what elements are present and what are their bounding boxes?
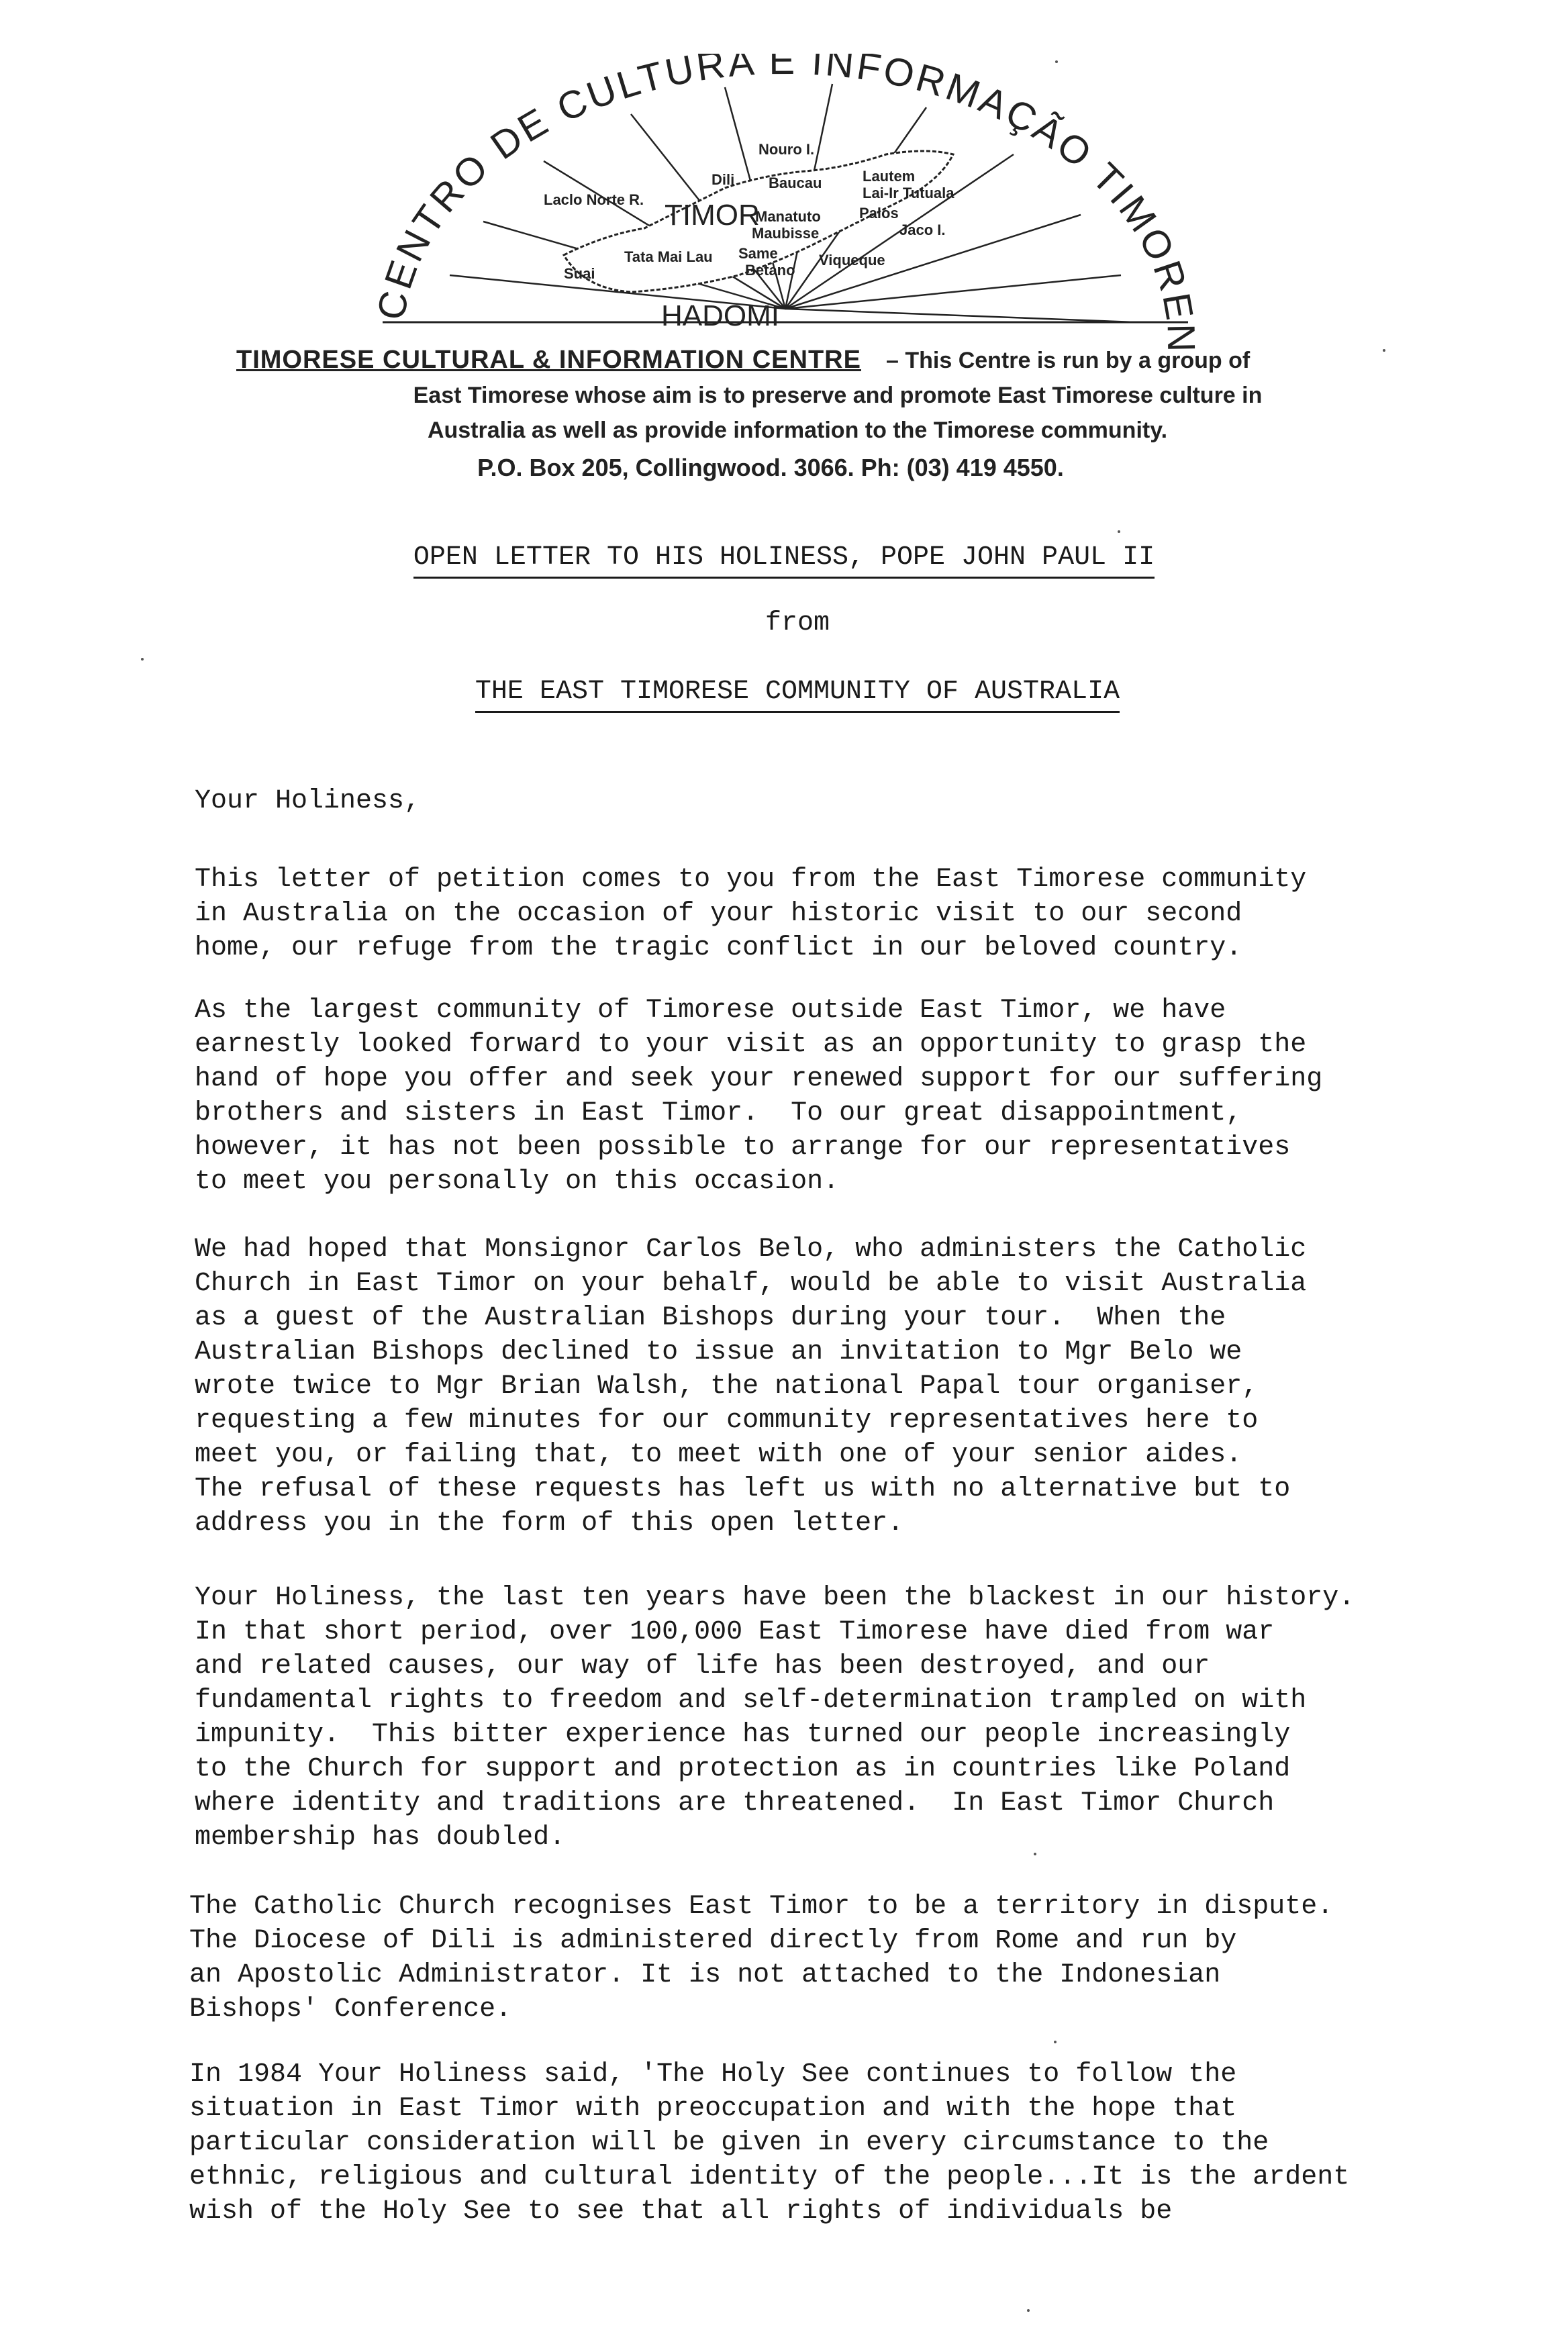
letterhead-description-line-3: Australia as well as provide information to the Timorese community.	[427, 418, 1168, 443]
map-label: TIMOR	[665, 199, 760, 232]
centre-logo	[362, 54, 1208, 362]
scan-speck	[1054, 2041, 1057, 2043]
letter-from: from	[765, 608, 830, 638]
map-label: Jaco I.	[899, 222, 946, 238]
letter-sender: THE EAST TIMORESE COMMUNITY OF AUSTRALIA	[13, 677, 1568, 707]
timor-map-emblem	[362, 54, 1208, 362]
paragraph: In 1984 Your Holiness said, 'The Holy See continues to follow the situation in East Timor with preoccupation and with the hope that particular consideration will be given in every circumstance to the ethnic, religious and cultural identity of the people...It is the ardent wish of the Holy See to see that all rights of individuals be	[189, 2059, 1350, 2227]
map-label: Palos	[859, 205, 899, 222]
letterhead-address: P.O. Box 205, Collingwood. 3066. Ph: (03) 419 4550.	[477, 454, 1064, 481]
paragraph: This letter of petition comes to you from the East Timorese community in Australia on the occasion of your historic visit to our second home, our refuge from the tragic conflict in our beloved country.	[195, 865, 1307, 963]
map-label: Lai-Ir Tutuala	[863, 185, 954, 201]
map-label: Maubisse	[752, 225, 820, 242]
scan-speck	[1027, 2309, 1030, 2312]
map-label: Lautem	[863, 168, 916, 185]
map-label: Laclo Norte R.	[544, 191, 644, 208]
map-label: Manatuto	[755, 208, 821, 225]
arc-title: CENTRO DE CULTURA E INFORMAÇÃO TIMOREN	[369, 54, 1204, 355]
map-label: Baucau	[769, 175, 822, 191]
map-label: Same	[738, 245, 778, 262]
paragraph: Your Holiness, the last ten years have been the blackest in our history. In that short period, over 100,000 East Timorese have died from war and related causes, our way of life has been destroyed, and our fundamental rights to freedom and self-determination trampled on with impunity. This bitter experience has turned our people increasingly to the Church for support and protection as in countries like Poland where identity and traditions are threatened. In East Timor Church membership has doubled.	[195, 1583, 1355, 1853]
scan-speck	[1055, 60, 1058, 63]
map-label: HADOMI	[661, 299, 779, 332]
map-label: Tata Mai Lau	[624, 248, 713, 265]
paragraph: We had hoped that Monsignor Carlos Belo, who administers the Catholic Church in East Timor on your behalf, would be able to visit Australia as a guest of the Australian Bishops during your tour. When the Australian Bishops declined to issue an invitation to Mgr Belo we wrote twice to Mgr Brian Walsh, the national Papal tour organiser, requesting a few minutes for our community representatives here to meet you, or failing that, to meet with one of your senior aides. The refusal of these requests has left us with no alternative but to address you in the form of this open letter.	[195, 1234, 1307, 1539]
scan-speck	[1118, 530, 1120, 533]
map-label: Betano	[745, 262, 795, 279]
map-label: Suai	[564, 265, 595, 282]
salutation: Your Holiness,	[195, 786, 421, 816]
paragraph: As the largest community of Timorese outside East Timor, we have earnestly looked forward to your visit as an opportunity to grasp the hand of hope you offer and seek your renewed support for our suffering brothers and sisters in East Timor. To our great disappointment, however, it has not been possible to arrange for our representatives to meet you personally on this occasion.	[195, 995, 1323, 1197]
letterhead-description-line-2: East Timorese whose aim is to preserve and promote East Timorese culture in	[413, 383, 1263, 408]
scan-speck	[1034, 1853, 1036, 1855]
map-label: Nouro I.	[758, 141, 815, 158]
scan-speck	[1383, 349, 1385, 352]
map-label: Dili	[712, 171, 735, 188]
map-label: Viqueque	[819, 252, 885, 269]
letter-title: OPEN LETTER TO HIS HOLINESS, POPE JOHN PAUL II	[0, 542, 1568, 573]
letterhead-description-line-1: – This Centre is run by a group of	[886, 348, 1251, 373]
paragraph: The Catholic Church recognises East Timor to be a territory in dispute. The Diocese of Dili is administered directly from Rome and run by an Apostolic Administrator. It is not attached to the Indonesian Bishops' Conference.	[189, 1892, 1334, 2025]
organisation-name: TIMORESE CULTURAL & INFORMATION CENTRE	[236, 346, 861, 374]
scan-speck	[141, 658, 144, 661]
